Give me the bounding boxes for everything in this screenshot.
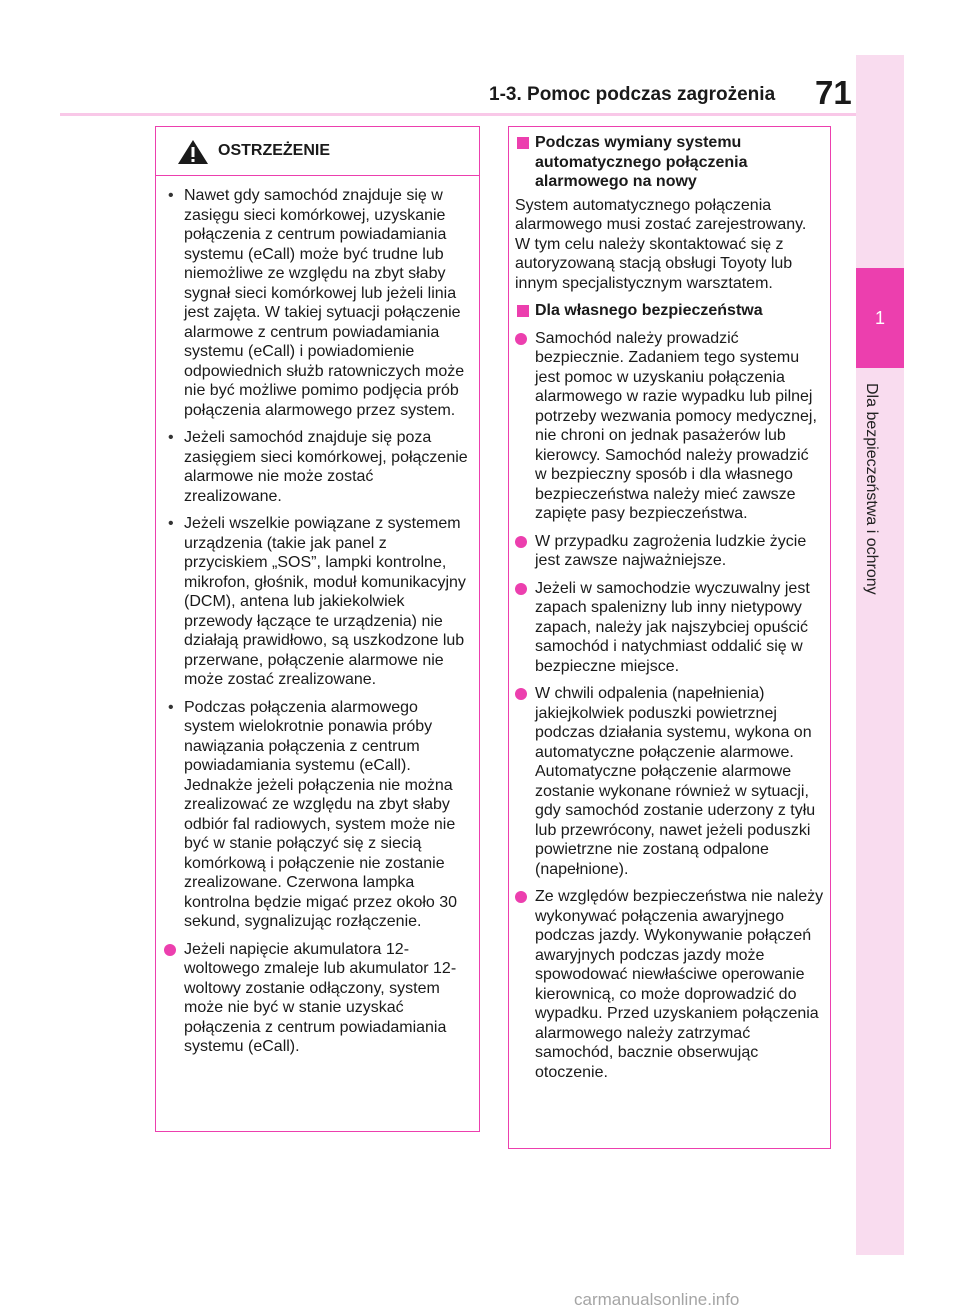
section-heading-safety: Dla własnego bezpieczeństwa <box>515 301 824 321</box>
warning-box <box>155 126 480 1132</box>
safety-item: Ze względów bezpieczeństwa nie należy wykonywać połączenia awaryjnego podczas jazdy. Wykonywanie połączeń awaryjnych podczas jazdy może spowodować niewłaściwe operowanie kierownicą, co może doprowadzić do wypadku. Przed uzyskaniem połączenia alarmowego należy zatrzymać samochód, bacznie obserwując otoczenie. <box>515 887 824 1082</box>
section-heading-replacement: Podczas wymiany systemu automatycznego połączenia alarmowego na nowy <box>515 133 824 192</box>
safety-item: W chwili odpalenia (napełnienia) jakiejkolwiek poduszki powietrznej podczas działania systemu, wykona on automatyczne połączenie alarmowe. Automatyczne połączenie alarmowe zostanie wykonane również w sytuacji, gdy samochód zostanie uderzony z tyłu lub przewrócony, nawet jeżeli poduszki powietrzne nie zostaną odpalone (napełnione). <box>515 684 824 879</box>
warning-body <box>156 176 479 1057</box>
safety-item: W przypadku zagrożenia ludzkie życie jest zawsze najważniejsze. <box>515 532 824 571</box>
warning-bullet: • Nawet gdy samochód znajduje się w zasięgu sieci komórkowej, uzyskanie połączenia z centrum powiadamiania systemu (eCall) może być trudne lub niemożliwe ze względu na zbyt słaby sygnał sieci komórkowej lub jeżeli linia jest zajęta. W takiej sytuacji połączenie alarmowe z centrum powiadamiania systemu (eCall) i powiadomienie odpowiednich służb ratowniczych może nie być możliwe pomimo podjęcia prób połączenia alarmowego przez system. <box>164 186 473 420</box>
info-box <box>508 126 831 1149</box>
warning-bullet: • Jeżeli wszelkie powiązane z systemem urządzenia (takie jak panel z przyciskiem „SOS”, lampki kontrolne, mikrofon, głośnik, moduł komunikacyjny (DCM), antena lub jakiekolwiek przewody łączące te urządzenia) nie działają prawidłowo, są uszkodzone lub przerwane, połączenie alarmowe nie może zostać zrealizowane. <box>164 514 473 690</box>
section-text-replacement: System automatycznego połączenia alarmowego musi zostać zarejestrowany. W tym celu należy skontaktować się z autoryzowaną stacją obsługi Toyoty lub innym specjalistycznym warsztatem. <box>515 196 807 292</box>
warning-header <box>156 127 479 176</box>
chapter-title: Dla bezpieczeństwa i ochrony <box>863 383 880 595</box>
safety-item: Jeżeli w samochodzie wyczuwalny jest zapach spalenizny lub inny nietypowy zapach, należy jak najszybciej opuścić samochód i natychmiast oddalić się w bezpieczne miejsce. <box>515 579 824 677</box>
section-title: 1-3. Pomoc podczas zagrożenia <box>489 84 776 105</box>
warning-triangle-icon <box>176 138 210 166</box>
side-tab-strip <box>856 55 904 1255</box>
warning-dot-item: Jeżeli napięcie akumulatora 12-woltowego zmaleje lub akumulator 12-woltowy zostanie odłączony, system może nie być w stanie uzyskać połączenia z centrum powiadamiania systemu (eCall). <box>164 940 473 1057</box>
page-number: 71 <box>815 74 852 111</box>
warning-bullet: • Podczas połączenia alarmowego system wielokrotnie ponawia próby nawiązania połączenia z centrum powiadamiania systemu (eCall). Jednakże jeżeli połączenia nie można zrealizować ze względu na zbyt słaby odbiór fal radiowych, system może nie być w stanie połączyć się z siecią komórkową i połączenie nie zostanie zrealizowane. Czerwona lampka kontrolna będzie migać przez około 30 sekund, sygnalizując rozłączenie. <box>164 698 473 932</box>
warning-bullet: • Jeżeli samochód znajduje się poza zasięgiem sieci komórkowej, połączenie alarmowe nie może zostać zrealizowane. <box>164 428 473 506</box>
watermark: carmanualsonline.info <box>574 1290 740 1309</box>
warning-title: OSTRZEŻENIE <box>218 142 331 159</box>
chapter-number-tab: 1 <box>856 268 904 368</box>
safety-item: Samochód należy prowadzić bezpiecznie. Zadaniem tego systemu jest pomoc w uzyskaniu połączenia alarmowego w razie wypadku lub pilnej potrzeby wezwania pomocy medycznej, nie chroni on jednak pasażerów lub kierowcy. Samochód należy prowadzić w bezpieczny sposób i dla własnego bezpieczeństwa należy mieć zawsze zapięte pasy bezpieczeństwa. <box>515 329 824 524</box>
header-rule <box>60 113 856 116</box>
